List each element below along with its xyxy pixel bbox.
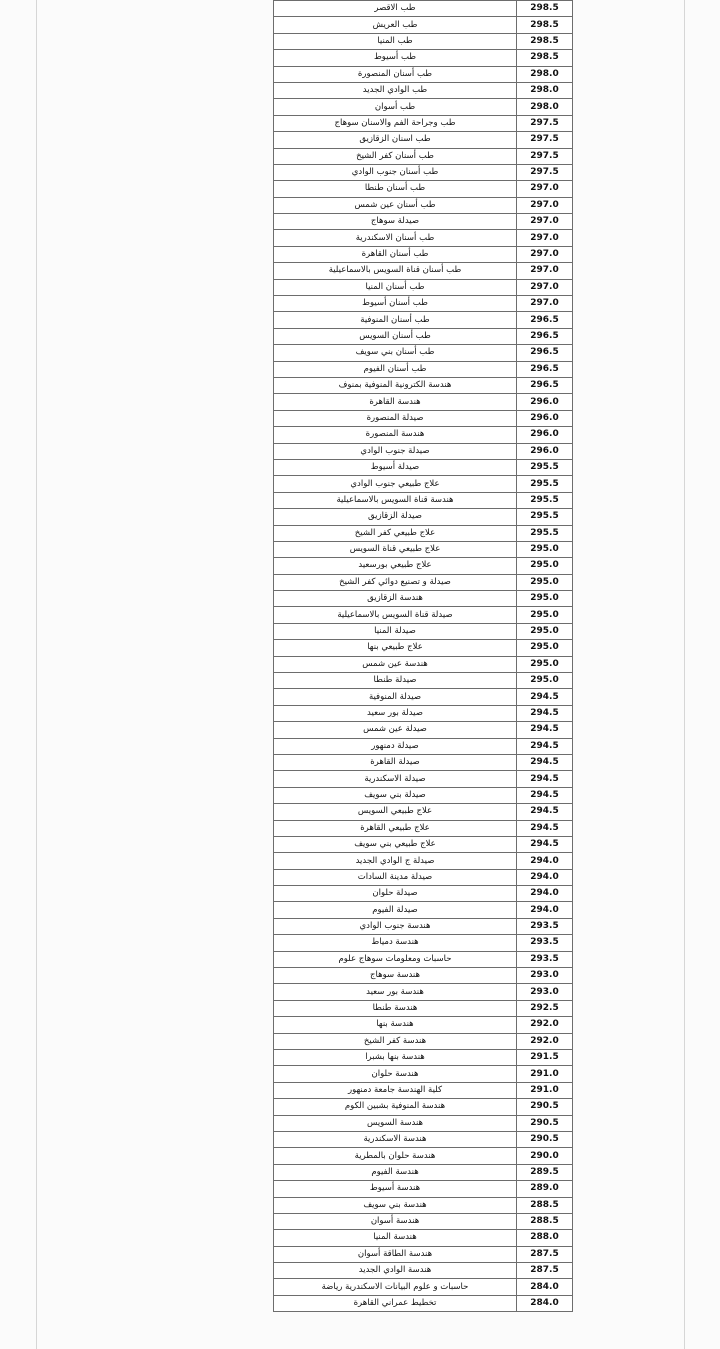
table-row [274, 246, 573, 262]
score-cell: 294.5 [517, 787, 573, 803]
score-cell: 294.5 [517, 820, 573, 836]
faculty-name-cell: طب أسنان طنطا [274, 181, 517, 197]
faculty-name-cell: هندسة المنيا [274, 1230, 517, 1246]
faculty-name-cell: حاسبات و علوم البيانات الاسكندرية رياضة [274, 1279, 517, 1295]
faculty-name-cell: هندسة الوادي الجديد [274, 1263, 517, 1279]
faculty-name-cell: هندسة طنطا [274, 1000, 517, 1016]
score-cell: 297.0 [517, 181, 573, 197]
faculty-name-cell: هندسة قناة السويس بالاسماعيلية [274, 492, 517, 508]
faculty-name-cell: صيدلة ج الوادي الجديد [274, 853, 517, 869]
faculty-name-cell: طب أسنان قناة السويس بالاسماعيلية [274, 263, 517, 279]
faculty-name-cell: صيدلة الفيوم [274, 902, 517, 918]
faculty-name-cell: طب أسنان جنوب الوادي [274, 164, 517, 180]
faculty-name-cell: صيدلة سوهاج [274, 214, 517, 230]
faculty-name-cell: طب العريش [274, 17, 517, 33]
score-cell: 293.5 [517, 918, 573, 934]
score-cell: 290.5 [517, 1115, 573, 1131]
table-row [274, 1033, 573, 1049]
table-row [274, 525, 573, 541]
faculty-name-cell: علاج طبيعي جنوب الوادي [274, 476, 517, 492]
faculty-name-cell: هندسة دمياط [274, 935, 517, 951]
faculty-name-cell: هندسة عين شمس [274, 656, 517, 672]
score-cell: 298.5 [517, 17, 573, 33]
faculty-name-cell: صيدلة قناة السويس بالاسماعيلية [274, 607, 517, 623]
score-cell: 288.5 [517, 1213, 573, 1229]
table-row [274, 50, 573, 66]
table-row [274, 410, 573, 426]
faculty-name-cell: علاج طبيعي القاهرة [274, 820, 517, 836]
faculty-name-cell: صيدلة الزقازيق [274, 509, 517, 525]
faculty-name-cell: علاج طبيعي بورسعيد [274, 558, 517, 574]
table-row [274, 263, 573, 279]
score-cell: 293.5 [517, 951, 573, 967]
table-row [274, 476, 573, 492]
score-cell: 296.5 [517, 328, 573, 344]
table-row [274, 148, 573, 164]
score-cell: 298.5 [517, 33, 573, 49]
table-row [274, 509, 573, 525]
table-row [274, 1213, 573, 1229]
table-row [274, 804, 573, 820]
faculty-name-cell: تخطيط عمراني القاهرة [274, 1295, 517, 1311]
table-row [274, 787, 573, 803]
table-row [274, 640, 573, 656]
faculty-name-cell: هندسة السويس [274, 1115, 517, 1131]
score-cell: 298.5 [517, 50, 573, 66]
score-cell: 298.0 [517, 66, 573, 82]
score-cell: 297.0 [517, 279, 573, 295]
score-cell: 288.0 [517, 1230, 573, 1246]
faculty-name-cell: هندسة بنها بشبرا [274, 1050, 517, 1066]
score-cell: 297.0 [517, 197, 573, 213]
table-row [274, 836, 573, 852]
faculty-name-cell: صيدلة و تصنيع دوائي كفر الشيخ [274, 574, 517, 590]
score-cell: 292.0 [517, 1033, 573, 1049]
score-cell: 294.5 [517, 754, 573, 770]
faculty-name-cell: هندسة الاسكندرية [274, 1131, 517, 1147]
score-cell: 294.5 [517, 722, 573, 738]
table-row [274, 591, 573, 607]
table-row [274, 345, 573, 361]
table-row [274, 984, 573, 1000]
faculty-name-cell: طب أسنان المنوفية [274, 312, 517, 328]
score-cell: 287.5 [517, 1246, 573, 1262]
score-cell: 290.5 [517, 1131, 573, 1147]
faculty-name-cell: هندسة جنوب الوادي [274, 918, 517, 934]
score-cell: 297.0 [517, 214, 573, 230]
faculty-name-cell: طب أسنان بني سويف [274, 345, 517, 361]
score-cell: 293.0 [517, 968, 573, 984]
table-row [274, 1050, 573, 1066]
faculty-name-cell: هندسة الطاقة أسوان [274, 1246, 517, 1262]
faculty-name-cell: هندسة حلوان بالمطرية [274, 1148, 517, 1164]
table-row [274, 1082, 573, 1098]
score-cell: 295.0 [517, 541, 573, 557]
score-cell: 284.0 [517, 1279, 573, 1295]
table-row [274, 132, 573, 148]
faculty-name-cell: صيدلة بني سويف [274, 787, 517, 803]
table-row [274, 115, 573, 131]
table-row [274, 738, 573, 754]
faculty-name-cell: صيدلة جنوب الوادي [274, 443, 517, 459]
table-row [274, 951, 573, 967]
table-row [274, 722, 573, 738]
table-row [274, 1017, 573, 1033]
faculty-name-cell: طب أسنان كفر الشيخ [274, 148, 517, 164]
score-cell: 294.0 [517, 902, 573, 918]
faculty-name-cell: هندسة بور سعيد [274, 984, 517, 1000]
faculty-name-cell: هندسة بني سويف [274, 1197, 517, 1213]
score-cell: 297.0 [517, 263, 573, 279]
table-row [274, 492, 573, 508]
table-row [274, 230, 573, 246]
faculty-name-cell: طب المنيا [274, 33, 517, 49]
table-row [274, 1279, 573, 1295]
table-row [274, 312, 573, 328]
table-row [274, 1181, 573, 1197]
score-cell: 290.5 [517, 1099, 573, 1115]
score-cell: 296.0 [517, 410, 573, 426]
score-cell: 289.0 [517, 1181, 573, 1197]
table-row [274, 279, 573, 295]
table-row [274, 1295, 573, 1311]
table-row [274, 164, 573, 180]
faculty-name-cell: هندسة أسوان [274, 1213, 517, 1229]
faculty-name-cell: طب أسنان الاسكندرية [274, 230, 517, 246]
faculty-name-cell: هندسة بنها [274, 1017, 517, 1033]
faculty-name-cell: صيدلة مدينة السادات [274, 869, 517, 885]
faculty-name-cell: كلية الهندسة جامعة دمنهور [274, 1082, 517, 1098]
page-margin-right [684, 0, 685, 1349]
score-cell: 295.0 [517, 574, 573, 590]
score-cell: 296.0 [517, 427, 573, 443]
faculty-name-cell: صيدلة بور سعيد [274, 705, 517, 721]
score-cell: 295.5 [517, 492, 573, 508]
table-row [274, 17, 573, 33]
score-cell: 295.5 [517, 509, 573, 525]
score-cell: 291.0 [517, 1082, 573, 1098]
table-row [274, 771, 573, 787]
table-row [274, 574, 573, 590]
table-row [274, 1197, 573, 1213]
faculty-name-cell: هندسة المنوفية بشبين الكوم [274, 1099, 517, 1115]
faculty-name-cell: طب الاقصر [274, 1, 517, 17]
table-row [274, 377, 573, 393]
score-cell: 289.5 [517, 1164, 573, 1180]
table-row [274, 1115, 573, 1131]
faculty-name-cell: طب أسنان أسيوط [274, 296, 517, 312]
score-cell: 295.5 [517, 525, 573, 541]
score-cell: 295.0 [517, 673, 573, 689]
faculty-name-cell: هندسة الكترونية المنوفية بمنوف [274, 377, 517, 393]
faculty-name-cell: هندسة أسيوط [274, 1181, 517, 1197]
table-row [274, 394, 573, 410]
faculty-name-cell: صيدلة أسيوط [274, 459, 517, 475]
score-cell: 297.0 [517, 230, 573, 246]
faculty-name-cell: صيدلة دمنهور [274, 738, 517, 754]
table-row [274, 197, 573, 213]
table-row [274, 623, 573, 639]
score-cell: 293.0 [517, 984, 573, 1000]
table-row [274, 427, 573, 443]
faculty-name-cell: طب أسنان المنصورة [274, 66, 517, 82]
table-row [274, 541, 573, 557]
table-row [274, 361, 573, 377]
table-row [274, 558, 573, 574]
faculty-name-cell: طب أسوان [274, 99, 517, 115]
score-cell: 295.0 [517, 591, 573, 607]
table-row [274, 82, 573, 98]
faculty-name-cell: حاسبات ومعلومات سوهاج علوم [274, 951, 517, 967]
faculty-name-cell: علاج طبيعي كفر الشيخ [274, 525, 517, 541]
faculty-name-cell: صيدلة طنطا [274, 673, 517, 689]
score-cell: 297.5 [517, 164, 573, 180]
score-cell: 292.5 [517, 1000, 573, 1016]
table-row [274, 328, 573, 344]
faculty-name-cell: طب أسنان المنيا [274, 279, 517, 295]
score-cell: 297.5 [517, 132, 573, 148]
score-cell: 295.0 [517, 656, 573, 672]
score-cell: 295.0 [517, 623, 573, 639]
score-cell: 297.0 [517, 246, 573, 262]
score-cell: 287.5 [517, 1263, 573, 1279]
table-row [274, 459, 573, 475]
table-row [274, 968, 573, 984]
score-cell: 294.5 [517, 836, 573, 852]
score-cell: 294.5 [517, 771, 573, 787]
table-row [274, 656, 573, 672]
faculty-name-cell: صيدلة القاهرة [274, 754, 517, 770]
faculty-name-cell: طب أسنان الفيوم [274, 361, 517, 377]
faculty-name-cell: هندسة سوهاج [274, 968, 517, 984]
faculty-name-cell: هندسة القاهرة [274, 394, 517, 410]
faculty-name-cell: صيدلة الاسكندرية [274, 771, 517, 787]
faculty-name-cell: هندسة المنصورة [274, 427, 517, 443]
score-cell: 295.5 [517, 459, 573, 475]
score-cell: 296.5 [517, 312, 573, 328]
score-cell: 296.5 [517, 361, 573, 377]
faculty-name-cell: طب أسيوط [274, 50, 517, 66]
faculty-name-cell: طب الوادي الجديد [274, 82, 517, 98]
table-row [274, 33, 573, 49]
faculty-name-cell: طب أسنان السويس [274, 328, 517, 344]
table-row [274, 443, 573, 459]
table-row [274, 902, 573, 918]
faculty-name-cell: طب اسنان الزقازيق [274, 132, 517, 148]
score-cell: 292.0 [517, 1017, 573, 1033]
score-cell: 294.0 [517, 869, 573, 885]
table-row [274, 66, 573, 82]
score-cell: 294.5 [517, 804, 573, 820]
page-margin-left [36, 0, 37, 1349]
score-cell: 297.0 [517, 296, 573, 312]
faculty-name-cell: هندسة كفر الشيخ [274, 1033, 517, 1049]
faculty-name-cell: علاج طبيعي بني سويف [274, 836, 517, 852]
score-cell: 295.0 [517, 607, 573, 623]
table-row [274, 296, 573, 312]
faculty-name-cell: هندسة الفيوم [274, 1164, 517, 1180]
score-cell: 298.5 [517, 1, 573, 17]
table-row [274, 754, 573, 770]
score-cell: 297.5 [517, 115, 573, 131]
faculty-name-cell: طب أسنان عين شمس [274, 197, 517, 213]
faculty-name-cell: هندسة الزقازيق [274, 591, 517, 607]
faculty-name-cell: علاج طبيعي قناة السويس [274, 541, 517, 557]
table-row [274, 99, 573, 115]
table-row [274, 214, 573, 230]
score-cell: 294.0 [517, 853, 573, 869]
score-cell: 297.5 [517, 148, 573, 164]
score-cell: 293.5 [517, 935, 573, 951]
score-cell: 291.5 [517, 1050, 573, 1066]
score-cell: 294.5 [517, 738, 573, 754]
score-cell: 296.0 [517, 394, 573, 410]
table-row [274, 1, 573, 17]
score-cell: 290.0 [517, 1148, 573, 1164]
table-row [274, 689, 573, 705]
score-cell: 294.5 [517, 689, 573, 705]
faculty-name-cell: طب أسنان القاهرة [274, 246, 517, 262]
table-row [274, 1230, 573, 1246]
score-cell: 284.0 [517, 1295, 573, 1311]
table-row [274, 1099, 573, 1115]
table-row [274, 869, 573, 885]
faculty-name-cell: صيدلة المنيا [274, 623, 517, 639]
score-cell: 295.0 [517, 558, 573, 574]
faculty-name-cell: علاج طبيعي السويس [274, 804, 517, 820]
faculty-name-cell: صيدلة المنوفية [274, 689, 517, 705]
table-row [274, 1246, 573, 1262]
score-cell: 294.5 [517, 705, 573, 721]
faculty-name-cell: علاج طبيعي بنها [274, 640, 517, 656]
faculty-name-cell: هندسة حلوان [274, 1066, 517, 1082]
table-row [274, 673, 573, 689]
score-cell: 294.0 [517, 886, 573, 902]
table-row [274, 1263, 573, 1279]
table-row [274, 820, 573, 836]
admission-scores-table [273, 0, 573, 1312]
score-cell: 296.0 [517, 443, 573, 459]
table-row [274, 1164, 573, 1180]
table-row [274, 918, 573, 934]
score-cell: 291.0 [517, 1066, 573, 1082]
table-row [274, 181, 573, 197]
table-row [274, 1148, 573, 1164]
faculty-name-cell: صيدلة حلوان [274, 886, 517, 902]
score-cell: 295.0 [517, 640, 573, 656]
table-row [274, 886, 573, 902]
table-body [274, 1, 573, 1312]
table-row [274, 853, 573, 869]
table-row [274, 1066, 573, 1082]
score-cell: 295.5 [517, 476, 573, 492]
faculty-name-cell: صيدلة عين شمس [274, 722, 517, 738]
score-cell: 288.5 [517, 1197, 573, 1213]
score-cell: 296.5 [517, 345, 573, 361]
score-cell: 296.5 [517, 377, 573, 393]
table-row [274, 1131, 573, 1147]
table-row [274, 1000, 573, 1016]
score-cell: 298.0 [517, 82, 573, 98]
score-cell: 298.0 [517, 99, 573, 115]
faculty-name-cell: صيدلة المنصورة [274, 410, 517, 426]
faculty-name-cell: طب وجراحة الفم والاسنان سوهاج [274, 115, 517, 131]
table-row [274, 705, 573, 721]
table-row [274, 607, 573, 623]
table-row [274, 935, 573, 951]
